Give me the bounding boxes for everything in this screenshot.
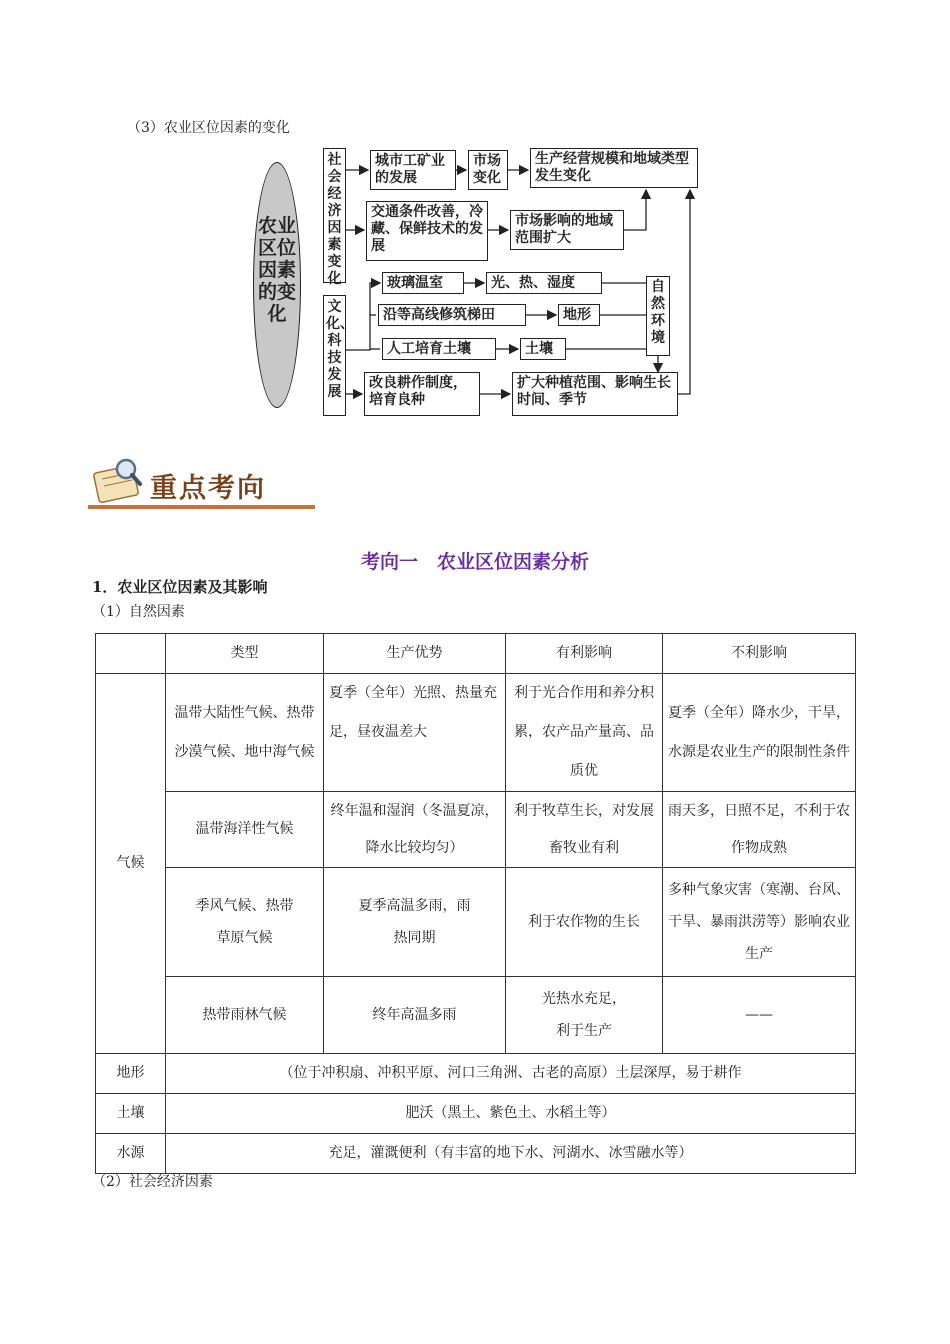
table-cell: 利于光合作用和养分积累，农产品产量高、品质优: [506, 674, 663, 792]
subsection-title: （3）农业区位因素的变化: [127, 120, 290, 136]
box-city: 城市工矿业的发展: [370, 150, 456, 190]
table-cell: 多种气象灾害（寒潮、台风、干旱、暴雨洪涝等）影响农业生产: [663, 868, 856, 977]
table-cell: 利于牧草生长，对发展畜牧业有利: [506, 792, 663, 868]
box-improve: 改良耕作制度，培育良种: [364, 372, 480, 416]
climate-label: 气候: [96, 674, 166, 1054]
box-scale-change: 生产经营规模和地域类型发生变化: [530, 148, 698, 188]
box-nature-env: 自然环境: [646, 276, 670, 356]
table-header-row: [96, 634, 856, 674]
box-terrace: 沿等高线修筑梯田: [378, 304, 526, 326]
table-cell: 热带雨林气候: [166, 977, 324, 1054]
header-advantage: 生产优势: [324, 634, 506, 674]
box-expand: 扩大种植范围、影响生长时间、季节: [512, 372, 678, 416]
table-cell: 终年温和湿润（冬温夏凉，降水比较均匀）: [324, 792, 506, 868]
box-market-change: 市场变化: [468, 150, 508, 190]
header-unfavorable: 不利影响: [663, 634, 856, 674]
table-cell: 季风气候、热带草原气候: [166, 868, 324, 977]
group-culture-label: 文化、科技发展: [323, 295, 346, 416]
table-row: [96, 868, 856, 977]
box-transport: 交通条件改善，冷藏、保鲜技术的发展: [366, 201, 488, 261]
table-cell: 温带海洋性气候: [166, 792, 324, 868]
table-row: [96, 1134, 856, 1174]
table-cell: 利于农作物的生长: [506, 868, 663, 977]
table-row: [96, 674, 856, 792]
section-title: 考向一 农业区位因素分析: [360, 551, 589, 573]
key-topics-banner: 重点考向: [150, 473, 266, 504]
box-greenhouse: 玻璃温室: [382, 272, 464, 294]
box-market-range: 市场影响的地域范围扩大: [510, 210, 624, 250]
natural-factors-table: [95, 633, 856, 1174]
table-row: [96, 792, 856, 868]
water-label: 水源: [96, 1134, 166, 1174]
terrain-text: （位于冲积扇、冲积平原、河口三角洲、古老的高原）土层深厚，易于耕作: [166, 1054, 856, 1094]
table-cell: 雨天多，日照不足，不利于农作物成熟: [663, 792, 856, 868]
heading-1: 1．农业区位因素及其影响: [92, 578, 268, 596]
table-cell: 夏季（全年）光照、热量充足，昼夜温差大: [324, 674, 506, 792]
terrain-label: 地形: [96, 1054, 166, 1094]
soil-label: 土壤: [96, 1094, 166, 1134]
diagram-arrows: [0, 0, 950, 450]
header-favorable: 有利影响: [506, 634, 663, 674]
heading-2: （1）自然因素: [92, 604, 185, 620]
table-cell: 夏季（全年）降水少，干旱，水源是农业生产的限制性条件: [663, 674, 856, 792]
table-row: [96, 1054, 856, 1094]
center-label: 农业区位因素的变化: [257, 215, 296, 325]
water-text: 充足，灌溉便利（有丰富的地下水、河湖水、冰雪融水等）: [166, 1134, 856, 1174]
header-type: 类型: [166, 634, 324, 674]
table-row: [96, 1094, 856, 1134]
table-cell: 温带大陆性气候、热带沙漠气候、地中海气候: [166, 674, 324, 792]
box-light-heat: 光、热、湿度: [486, 272, 602, 294]
table-row: [96, 977, 856, 1054]
table-cell: 终年高温多雨: [324, 977, 506, 1054]
heading-3: （2）社会经济因素: [92, 1174, 213, 1190]
box-terrain: 地形: [558, 304, 600, 326]
box-soil-culture: 人工培育土壤: [382, 338, 496, 360]
group-social-label: 社会经济因素变化: [323, 148, 346, 283]
table-cell: 光热水充足，利于生产: [506, 977, 663, 1054]
soil-text: 肥沃（黑土、紫色土、水稻土等）: [166, 1094, 856, 1134]
table-cell: 夏季高温多雨，雨热同期: [324, 868, 506, 977]
header-blank: [96, 634, 166, 674]
banner-underline: [88, 505, 315, 509]
notebook-magnifier-icon: [86, 455, 150, 505]
table-cell: ——: [663, 977, 856, 1054]
box-soil: 土壤: [520, 338, 566, 360]
